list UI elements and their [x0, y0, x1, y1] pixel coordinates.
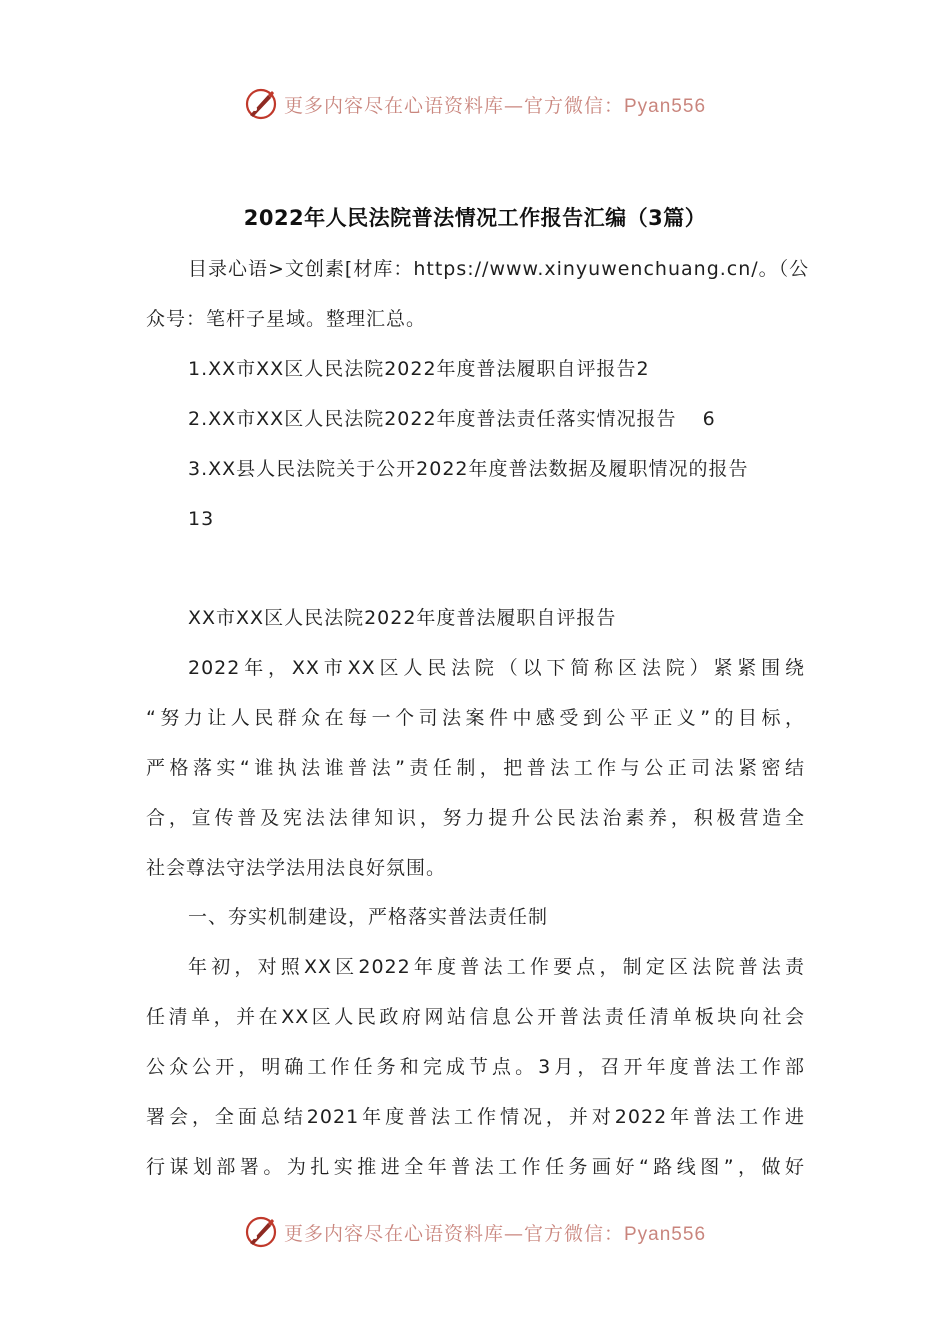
toc-item-2-page: 6 — [702, 408, 716, 430]
paragraph-1-line-3: 严格落实“谁执法谁普法”责任制，把普法工作与公正司法紧密结 — [146, 757, 805, 779]
footer-banner — [0, 1212, 950, 1252]
toc-intro-line-1: 目录心语>文创素[材库：https://www.xinyuwenchuang.cn/。（公 — [188, 258, 810, 280]
paragraph-2-line-3: 公众公开，明确工作任务和完成节点。3月，召开年度普法工作部 — [146, 1056, 805, 1078]
paragraph-1-line-1: 2022年，XX市XX区人民法院（以下简称区法院）紧紧围绕 — [188, 657, 805, 679]
toc-item-2[interactable] — [188, 404, 716, 434]
document-title: 2022年人民法院普法情况工作报告汇编（3篇） — [243, 206, 707, 230]
toc-item-2-text: 2.XX市XX区人民法院2022年度普法责任落实情况报告 — [188, 408, 677, 430]
header-banner — [0, 84, 950, 124]
toc-item-3[interactable]: 3.XX县人民法院关于公开2022年度普法数据及履职情况的报告 — [188, 458, 749, 480]
heading-1: 一、夯实机制建设，严格落实普法责任制 — [188, 906, 549, 928]
pen-logo-icon — [244, 1215, 278, 1249]
paragraph-2-line-1: 年初，对照XX区2022年度普法工作要点，制定区法院普法责 — [188, 956, 805, 978]
paragraph-2-line-4: 署会，全面总结2021年度普法工作情况，并对2022年普法工作进 — [146, 1106, 805, 1128]
paragraph-2-line-2: 任清单，并在XX区人民政府网站信息公开普法责任清单板块向社会 — [146, 1006, 805, 1028]
paragraph-1-line-4: 合，宣传普及宪法法律知识，努力提升公民法治素养，积极营造全 — [146, 807, 805, 829]
section-title: XX市XX区人民法院2022年度普法履职自评报告 — [188, 607, 617, 629]
header-wechat-id: Pyan556 — [624, 95, 707, 117]
pen-logo-icon — [244, 87, 278, 121]
footer-banner-label: 更多内容尽在心语资料库—官方微信： — [283, 1222, 624, 1245]
footer-banner-text — [284, 1219, 706, 1246]
paragraph-1-line-5: 社会尊法守法学法用法良好氛围。 — [146, 857, 447, 879]
header-banner-label: 更多内容尽在心语资料库—官方微信： — [283, 94, 624, 117]
toc-intro-line-2: 众号：笔杆子星域。整理汇总。 — [146, 308, 427, 330]
paragraph-1-line-2: “努力让人民群众在每一个司法案件中感受到公平正义”的目标， — [146, 707, 805, 729]
footer-wechat-id: Pyan556 — [624, 1223, 707, 1245]
toc-item-1[interactable]: 1.XX市XX区人民法院2022年度普法履职自评报告2 — [188, 358, 650, 380]
toc-item-3-page: 13 — [188, 508, 215, 530]
paragraph-2-line-5: 行谋划部署。为扎实推进全年普法工作任务画好“路线图”，做好 — [146, 1156, 805, 1178]
header-banner-text — [284, 91, 706, 118]
